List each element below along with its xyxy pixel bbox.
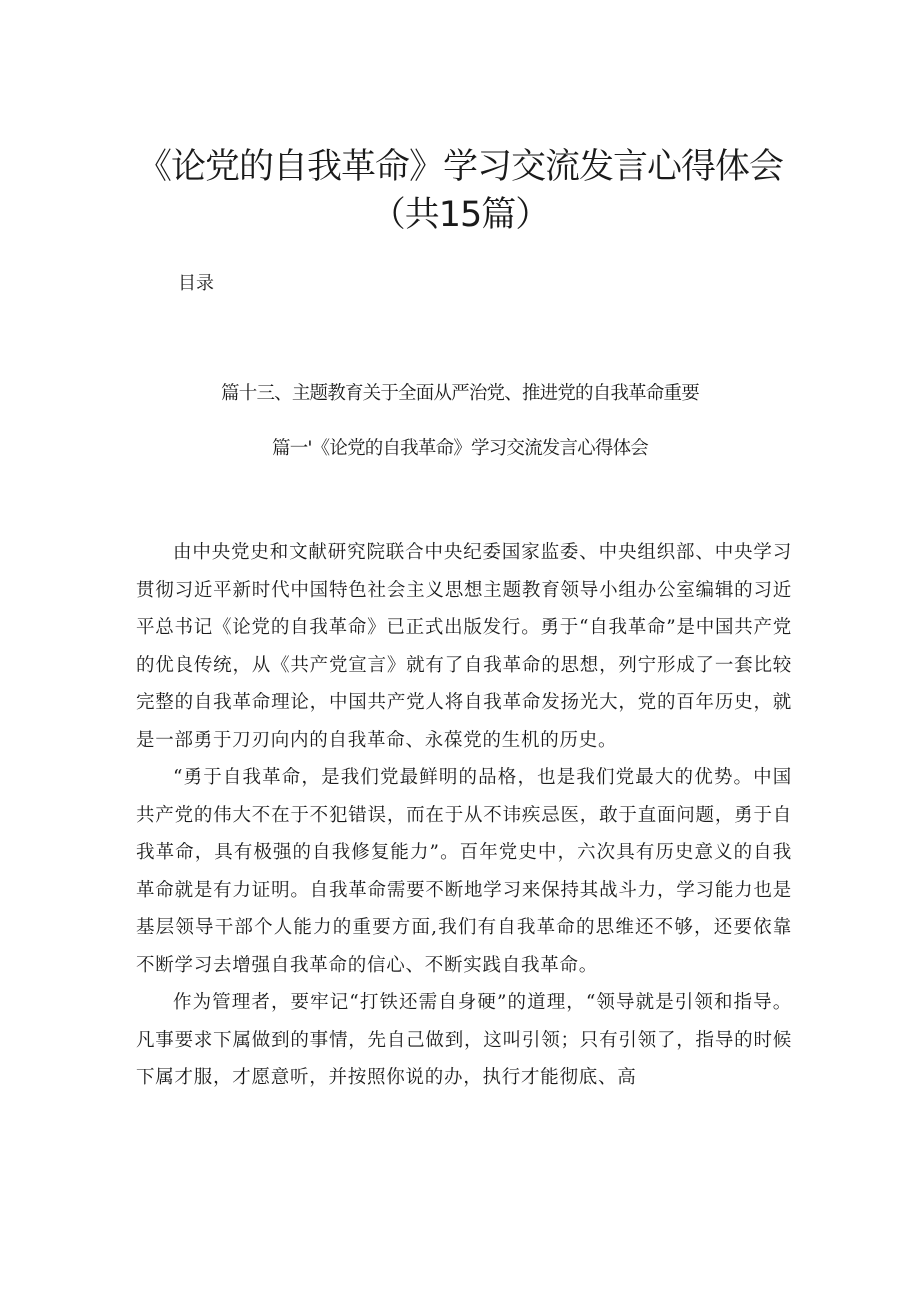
document-title: 《论党的自我革命》学习交流发言心得体会 [136, 147, 783, 187]
toc-heading: 目录 [178, 273, 214, 294]
paragraph: “勇于自我革命，是我们党最鲜明的品格，也是我们党最大的优势。中国共产党的伟大不在于不犯错误，而在于从不讳疾忌医，敢于直面问题，勇于自我革命，具有极强的自我修复能力”。百年党史中，六次具有历史意义的自我革命就是有力证明。自我革命需要不断地学习来保持其战斗力，学习能力也是基层领导干部个人能力的重要方面,我们有自我革命的思维还不够，还要依靠不断学习去增强自我革命的信心、不断实践自我革命。 [136, 767, 792, 976]
body-text [136, 534, 792, 1097]
toc-item: 篇一'《论党的自我革命》学习交流发言心得体会 [272, 438, 648, 459]
paragraph: 由中央党史和文献研究院联合中央纪委国家监委、中央组织部、中央学习贯彻习近平新时代中国特色社会主义思想主题教育领导小组办公室编辑的习近平总书记《论党的自我革命》已正式出版发行。勇于“自我革命”是中国共产党的优良传统，从《共产党宣言》就有了自我革命的思想，列宁形成了一套比较完整的自我革命理论，中国共产党人将自我革命发扬光大，党的百年历史，就是一部勇于刀刃向内的自我革命、永葆党的生机的历史。 [136, 542, 792, 751]
paragraph: 作为管理者，要牢记“打铁还需自身硬”的道理，“领导就是引领和指导。凡事要求下属做到的事情，先自己做到，这叫引领；只有引领了，指导的时候下属才服，才愿意听，并按照你说的办，执行才能彻底、高 [136, 992, 792, 1088]
document-subtitle: （共15篇） [370, 195, 550, 235]
toc-item: 篇十三、主题教育关于全面从严治党、推进党的自我革命重要 [221, 383, 699, 404]
